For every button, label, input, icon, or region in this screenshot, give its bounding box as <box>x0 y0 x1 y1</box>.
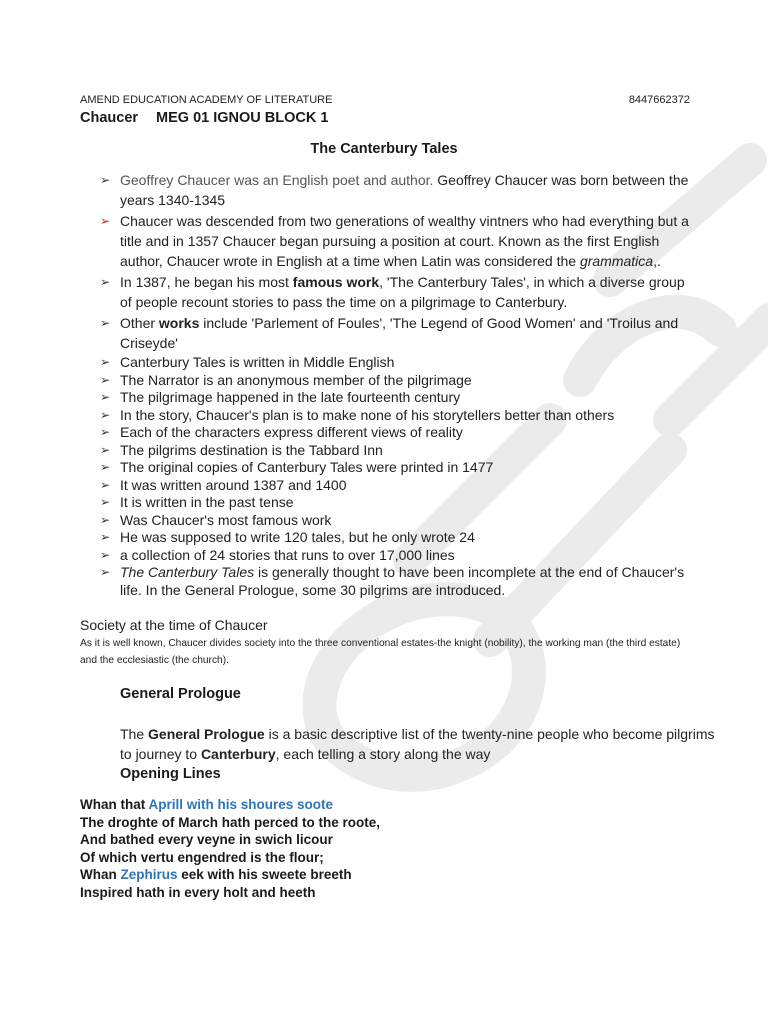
arrow-bullet-icon: ➢ <box>100 372 111 387</box>
poem-line: The droghte of March hath perced to the roote, <box>80 814 381 830</box>
list-item: ➢ Chaucer was descended from two generations of wealthy vintners who had everything but a title and in 1357 Chaucer began pursuing a position at court. Known as the first English author, Chaucer wrote in English at a time when Latin was considered the grammatica,. <box>100 213 689 269</box>
arrow-bullet-icon: ➢ <box>100 547 111 562</box>
poem-line: Of which vertu engendred is the flour; <box>80 849 324 865</box>
list-item: ➢ In the story, Chaucer's plan is to make none of his storytellers better than others <box>100 406 615 423</box>
arrow-bullet-icon: ➢ <box>100 390 111 404</box>
arrow-bullet-icon: ➢ <box>100 477 111 492</box>
list-item: ➢ The Canterbury Tales is generally thought to have been incomplete at the end of Chaucer's life. In the General Prologue, some 30 pilgrims are introduced. <box>100 564 685 598</box>
arrow-bullet-icon: ➢ <box>100 316 111 330</box>
list-item: ➢ Each of the characters express different views of reality <box>100 424 463 440</box>
arrow-bullet-icon: ➢ <box>100 495 111 509</box>
arrow-bullet-icon: ➢ <box>100 214 111 228</box>
poem-line: Whan that Aprill with his shoures soote <box>80 797 334 812</box>
title-author: Chaucer <box>80 110 139 126</box>
list-item: ➢ It was written around 1387 and 1400 <box>100 476 347 493</box>
academy-name: AMEND EDUCATION ACADEMY OF LITERATURE <box>80 94 333 106</box>
arrow-bullet-icon: ➢ <box>100 355 111 369</box>
society-note: As it is well known, Chaucer divides society into the three conventional estates-the knight (nobility), the working man (the third estate) and the ecclesiastic (the church). <box>80 638 681 666</box>
list-item: ➢ Was Chaucer's most famous work <box>100 511 332 528</box>
society-heading: Society at the time of Chaucer <box>80 617 268 633</box>
arrow-bullet-icon: ➢ <box>100 425 111 439</box>
arrow-bullet-icon: ➢ <box>100 407 111 422</box>
list-item: ➢ In 1387, he began his most famous work, 'The Canterbury Tales', in which a diverse group of people recount stories to pass the time on a pilgrimage to Canterbury. <box>100 274 685 310</box>
list-item: ➢ He was supposed to write 120 tales, but he only wrote 24 <box>100 529 475 545</box>
list-item: ➢ a collection of 24 stories that runs to over 17,000 lines <box>100 546 455 563</box>
opening-lines-heading: Opening Lines <box>120 766 221 782</box>
section-title: The Canterbury Tales <box>310 141 458 157</box>
arrow-bullet-icon: ➢ <box>100 460 111 474</box>
title-course: MEG 01 IGNOU BLOCK 1 <box>156 110 329 126</box>
poem-excerpt <box>80 796 380 902</box>
list-item: ➢ The pilgrims destination is the Tabbard Inn <box>100 441 383 458</box>
list-item: ➢ The original copies of Canterbury Tales were printed in 1477 <box>100 459 494 475</box>
document-title <box>80 110 328 126</box>
arrow-bullet-icon: ➢ <box>100 530 111 544</box>
list-item: ➢ Canterbury Tales is written in Middle English <box>100 354 395 370</box>
list-item: ➢ Geoffrey Chaucer was an English poet and author. Geoffrey Chaucer was born between the years 1340-1345 <box>100 172 689 208</box>
general-prologue-heading: General Prologue <box>120 686 241 702</box>
facts-list <box>100 170 690 599</box>
page-header <box>80 94 690 106</box>
poem-line: And bathed every veyne in swich licour <box>80 832 333 848</box>
phone-number: 8447662372 <box>628 94 690 106</box>
list-item: ➢ The Narrator is an anonymous member of the pilgrimage <box>100 371 472 388</box>
arrow-bullet-icon: ➢ <box>100 173 111 187</box>
arrow-bullet-icon: ➢ <box>100 565 111 579</box>
poem-line: Whan Zephirus eek with his sweete breeth <box>80 867 352 883</box>
arrow-bullet-icon: ➢ <box>100 512 111 527</box>
general-prologue-description: The General Prologue is a basic descriptive list of the twenty-nine people who become pilgrims to journey to Canterbury, each telling a story along the way <box>120 726 715 762</box>
arrow-bullet-icon: ➢ <box>100 275 111 289</box>
arrow-bullet-icon: ➢ <box>100 442 111 457</box>
list-item: ➢ The pilgrimage happened in the late fourteenth century <box>100 389 461 405</box>
list-item: ➢ Other works include 'Parlement of Foules', 'The Legend of Good Women' and 'Troilus and Criseyde' <box>100 315 679 351</box>
list-item: ➢ It is written in the past tense <box>100 494 294 510</box>
poem-line: Inspired hath in every holt and heeth <box>80 884 316 900</box>
